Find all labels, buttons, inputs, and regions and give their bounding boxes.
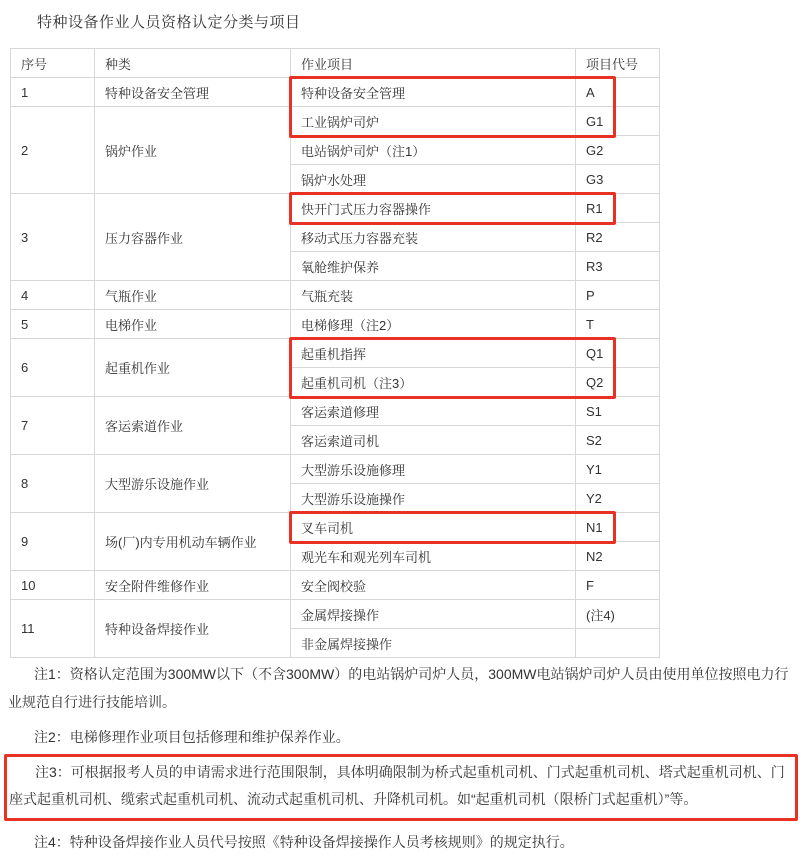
table-row <box>11 78 660 107</box>
table-row <box>11 107 660 136</box>
cell-category: 场(厂)内专用机动车辆作业 <box>95 513 291 571</box>
cell-code: Q2 <box>576 368 660 397</box>
cell-project: 叉车司机 <box>291 513 576 542</box>
cell-code: Q1 <box>576 339 660 368</box>
cell-code: N1 <box>576 513 660 542</box>
cell-project: 起重机司机（注3） <box>291 368 576 397</box>
table-row <box>11 194 660 223</box>
table-row <box>11 310 660 339</box>
cell-project: 气瓶充装 <box>291 281 576 310</box>
cell-project: 锅炉水处理 <box>291 165 576 194</box>
cell-code: (注4) <box>576 600 660 629</box>
cell-project: 客运索道司机 <box>291 426 576 455</box>
cell-project: 移动式压力容器充装 <box>291 223 576 252</box>
cell-category: 压力容器作业 <box>95 194 291 281</box>
cell-project: 客运索道修理 <box>291 397 576 426</box>
cell-no: 9 <box>11 513 95 571</box>
table-row <box>11 571 660 600</box>
cell-project: 氧舱维护保养 <box>291 252 576 281</box>
cell-code: R3 <box>576 252 660 281</box>
cell-no: 11 <box>11 600 95 658</box>
table-row <box>11 513 660 542</box>
cell-project: 非金属焊接操作 <box>291 629 576 658</box>
cell-category: 特种设备焊接作业 <box>95 600 291 658</box>
cell-no: 6 <box>11 339 95 397</box>
cell-project: 大型游乐设施修理 <box>291 455 576 484</box>
cell-code: T <box>576 310 660 339</box>
cell-code: R1 <box>576 194 660 223</box>
cell-category: 安全附件维修作业 <box>95 571 291 600</box>
cell-code: S1 <box>576 397 660 426</box>
cell-code: Y1 <box>576 455 660 484</box>
note-1: 注1：资格认定范围为300MW以下（不含300MW）的电站锅炉司炉人员，300MW电站锅炉司炉人员由使用单位按照电力行业规范自行进行技能培训。 <box>8 666 789 710</box>
cell-project: 安全阀校验 <box>291 571 576 600</box>
header-code: 项目代号 <box>576 49 660 78</box>
table-row <box>11 397 660 426</box>
cell-category: 电梯作业 <box>95 310 291 339</box>
cell-code <box>576 629 660 658</box>
cell-code: R2 <box>576 223 660 252</box>
cell-project: 金属焊接操作 <box>291 600 576 629</box>
cell-no: 10 <box>11 571 95 600</box>
header-project: 作业项目 <box>291 49 576 78</box>
cell-project: 快开门式压力容器操作 <box>291 194 576 223</box>
cell-code: S2 <box>576 426 660 455</box>
cell-project: 电梯修理（注2） <box>291 310 576 339</box>
page-title: 特种设备作业人员资格认定分类与项目 <box>37 14 301 31</box>
cell-code: G2 <box>576 136 660 165</box>
cell-no: 3 <box>11 194 95 281</box>
cell-code: Y2 <box>576 484 660 513</box>
cell-code: G3 <box>576 165 660 194</box>
cell-project: 大型游乐设施操作 <box>291 484 576 513</box>
cell-no: 4 <box>11 281 95 310</box>
table-row <box>11 281 660 310</box>
cell-category: 锅炉作业 <box>95 107 291 194</box>
table-row <box>11 455 660 484</box>
note-4: 注4：特种设备焊接作业人员代号按照《特种设备焊接操作人员考核规则》的规定执行。 <box>34 834 574 850</box>
note-2: 注2：电梯修理作业项目包括修理和维护保养作业。 <box>34 729 350 745</box>
table-header-row <box>11 49 660 78</box>
cell-no: 1 <box>11 78 95 107</box>
table-row <box>11 339 660 368</box>
cell-category: 大型游乐设施作业 <box>95 455 291 513</box>
cell-project: 观光车和观光列车司机 <box>291 542 576 571</box>
note-3-highlight-box <box>4 754 798 821</box>
header-no: 序号 <box>11 49 95 78</box>
cell-code: A <box>576 78 660 107</box>
header-category: 种类 <box>95 49 291 78</box>
cell-category: 客运索道作业 <box>95 397 291 455</box>
cell-no: 2 <box>11 107 95 194</box>
cell-project: 工业锅炉司炉 <box>291 107 576 136</box>
cell-code: P <box>576 281 660 310</box>
cell-project: 起重机指挥 <box>291 339 576 368</box>
qualification-table <box>10 48 660 658</box>
cell-category: 起重机作业 <box>95 339 291 397</box>
cell-no: 8 <box>11 455 95 513</box>
cell-code: F <box>576 571 660 600</box>
cell-code: G1 <box>576 107 660 136</box>
cell-no: 5 <box>11 310 95 339</box>
cell-no: 7 <box>11 397 95 455</box>
cell-project: 电站锅炉司炉（注1） <box>291 136 576 165</box>
cell-project: 特种设备安全管理 <box>291 78 576 107</box>
cell-category: 气瓶作业 <box>95 281 291 310</box>
cell-category: 特种设备安全管理 <box>95 78 291 107</box>
cell-code: N2 <box>576 542 660 571</box>
table-row <box>11 600 660 629</box>
note-3: 注3：可根据报考人员的申请需求进行范围限制，具体明确限制为桥式起重机司机、门式起重机司机、塔式起重机司机、门座式起重机司机、缆索式起重机司机、流动式起重机司机、升降机司机。如“起重机司机（限桥门式起重机）”等。 <box>9 764 785 807</box>
